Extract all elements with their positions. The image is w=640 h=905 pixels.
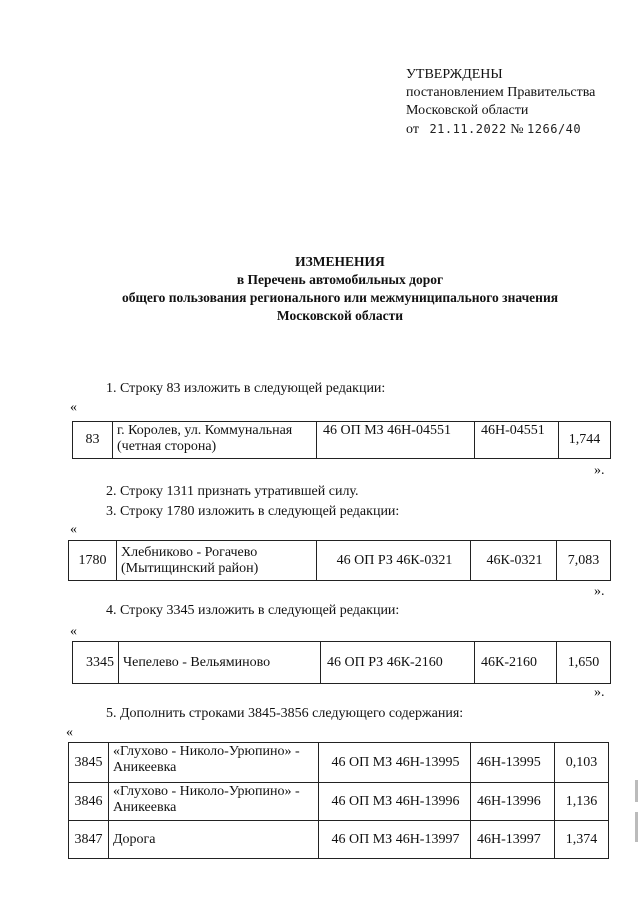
table-row (73, 422, 611, 459)
date-prefix: от (406, 122, 419, 137)
table-row (69, 541, 611, 581)
table-row-83 (72, 421, 611, 459)
title-line-2: в Перечень автомобильных дорог (236, 272, 444, 287)
open-quote-3: « (70, 624, 77, 639)
cell-code: 46Н-04551 (475, 422, 559, 459)
cell-name: г. Королев, ул. Коммунальная (четная сторона) (113, 422, 317, 459)
cell-id: 46 ОП МЗ 46Н-13995 (319, 743, 471, 783)
cell-length: 1,136 (555, 783, 609, 821)
table-row (69, 821, 609, 859)
cell-name: Дорога (109, 821, 319, 859)
cell-num: 3847 (69, 821, 109, 859)
title-line-1: ИЗМЕНЕНИЯ (295, 254, 385, 269)
number-prefix: № (510, 122, 524, 137)
cell-name: «Глухово - Николо-Урюпино» - Аникеевка (109, 743, 319, 783)
approval-line-2: Московской области (406, 103, 529, 118)
close-quote-3: ». (594, 685, 605, 700)
open-quote-4: « (66, 725, 73, 740)
scan-edge-mark (635, 812, 638, 842)
item-4: 4. Строку 3345 изложить в следующей редакции: (106, 603, 400, 618)
cell-id: 46 ОП РЗ 46К-2160 (321, 642, 475, 684)
title-line-3: общего пользования регионального или межмуниципального значения (121, 290, 559, 305)
cell-name: Хлебниково - Рогачево (Мытищинский район) (117, 541, 317, 581)
cell-code: 46К-0321 (471, 541, 557, 581)
approval-line-1: постановлением Правительства (406, 85, 596, 100)
approval-heading: УТВЕРЖДЕНЫ (406, 67, 503, 82)
close-quote-2: ». (594, 584, 605, 599)
item-2: 2. Строку 1311 признать утратившей силу. (106, 484, 359, 499)
cell-id: 46 ОП МЗ 46Н-13996 (319, 783, 471, 821)
cell-num: 3846 (69, 783, 109, 821)
table-row (69, 783, 609, 821)
open-quote-2: « (70, 522, 77, 537)
cell-num: 3345 (73, 642, 119, 684)
document-title (90, 253, 590, 325)
number-value: 1266/40 (527, 122, 582, 136)
open-quote-1: « (70, 400, 77, 415)
cell-length: 1,374 (555, 821, 609, 859)
cell-length: 1,744 (559, 422, 611, 459)
cell-id: 46 ОП МЗ 46Н-04551 (317, 422, 475, 459)
cell-id: 46 ОП МЗ 46Н-13997 (319, 821, 471, 859)
table-row-3345 (72, 641, 611, 684)
table-row (69, 743, 609, 783)
item-1: 1. Строку 83 изложить в следующей редакции: (106, 381, 386, 396)
title-line-4: Московской области (276, 308, 404, 323)
cell-code: 46Н-13996 (471, 783, 555, 821)
cell-num: 83 (73, 422, 113, 459)
table-row (73, 642, 611, 684)
scan-edge-mark (635, 780, 638, 802)
table-rows-3845-3847 (68, 742, 609, 859)
close-quote-1: ». (594, 463, 605, 478)
cell-num: 3845 (69, 743, 109, 783)
cell-num: 1780 (69, 541, 117, 581)
cell-code: 46Н-13995 (471, 743, 555, 783)
cell-length: 0,103 (555, 743, 609, 783)
table-row-1780 (68, 540, 611, 581)
approval-block (406, 66, 595, 139)
cell-length: 7,083 (557, 541, 611, 581)
cell-name: Чепелево - Вельяминово (119, 642, 321, 684)
cell-code: 46Н-13997 (471, 821, 555, 859)
cell-code: 46К-2160 (475, 642, 557, 684)
cell-name: «Глухово - Николо-Урюпино» - Аникеевка (109, 783, 319, 821)
cell-id: 46 ОП РЗ 46К-0321 (317, 541, 471, 581)
item-3: 3. Строку 1780 изложить в следующей редакции: (106, 504, 400, 519)
approval-date-line (406, 120, 595, 139)
item-5: 5. Дополнить строками 3845-3856 следующего содержания: (106, 706, 464, 721)
date-value: 21.11.2022 (429, 122, 507, 136)
cell-length: 1,650 (557, 642, 611, 684)
